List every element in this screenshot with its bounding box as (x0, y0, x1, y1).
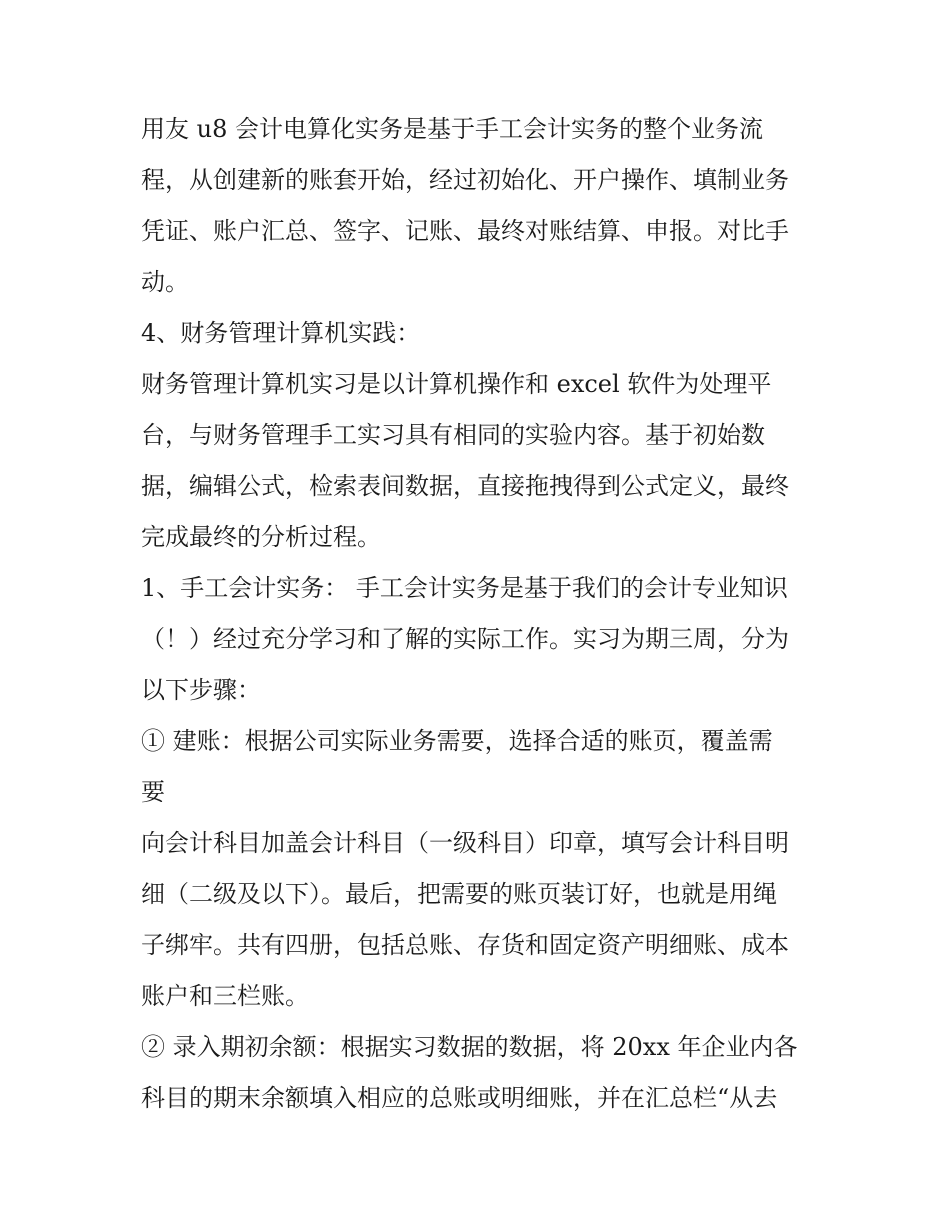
text-line: 科目的期末余额填入相应的总账或明细账，并在汇总栏“从去 (141, 1084, 778, 1112)
text-line: 程，从创建新的账套开始，经过初始化、开户操作、填制业务 (141, 166, 789, 194)
text-line: 用友 u8 会计电算化实务是基于手工会计实务的整个业务流 (141, 115, 763, 143)
section-heading: 4、财务管理计算机实践： (141, 319, 421, 347)
text-line: 以下步骤： (141, 676, 261, 704)
text-line: 向会计科目加盖会计科目（一级科目）印章，填写会计科目明 (141, 829, 789, 857)
text-line: 台，与财务管理手工实习具有相同的实验内容。基于初始数 (141, 421, 765, 449)
text-line: 完成最终的分析过程。 (141, 523, 381, 551)
text-line: 子绑牢。共有四册，包括总账、存货和固定资产明细账、成本 (141, 931, 789, 959)
list-item: ② 录入期初余额：根据实习数据的数据，将 20xx 年企业内各 (141, 1033, 798, 1061)
text-line: 细（二级及以下）。最后，把需要的账页装订好，也就是用绳 (141, 880, 777, 908)
text-line: 动。 (141, 268, 189, 296)
text-line: （！）经过充分学习和了解的实际工作。实习为期三周，分为 (141, 625, 789, 653)
text-line: 财务管理计算机实习是以计算机操作和 excel 软件为处理平 (141, 370, 772, 398)
text-line: 要 (141, 778, 165, 806)
list-item: ① 建账：根据公司实际业务需要，选择合适的账页，覆盖需 (141, 727, 773, 755)
text-line: 凭证、账户汇总、签字、记账、最终对账结算、申报。对比手 (141, 217, 789, 245)
text-line: 账户和三栏账。 (141, 982, 309, 1010)
text-line: 据，编辑公式，检索表间数据，直接拖拽得到公式定义，最终 (141, 472, 789, 500)
section-heading: 1、手工会计实务： 手工会计实务是基于我们的会计专业知识 (141, 574, 788, 602)
